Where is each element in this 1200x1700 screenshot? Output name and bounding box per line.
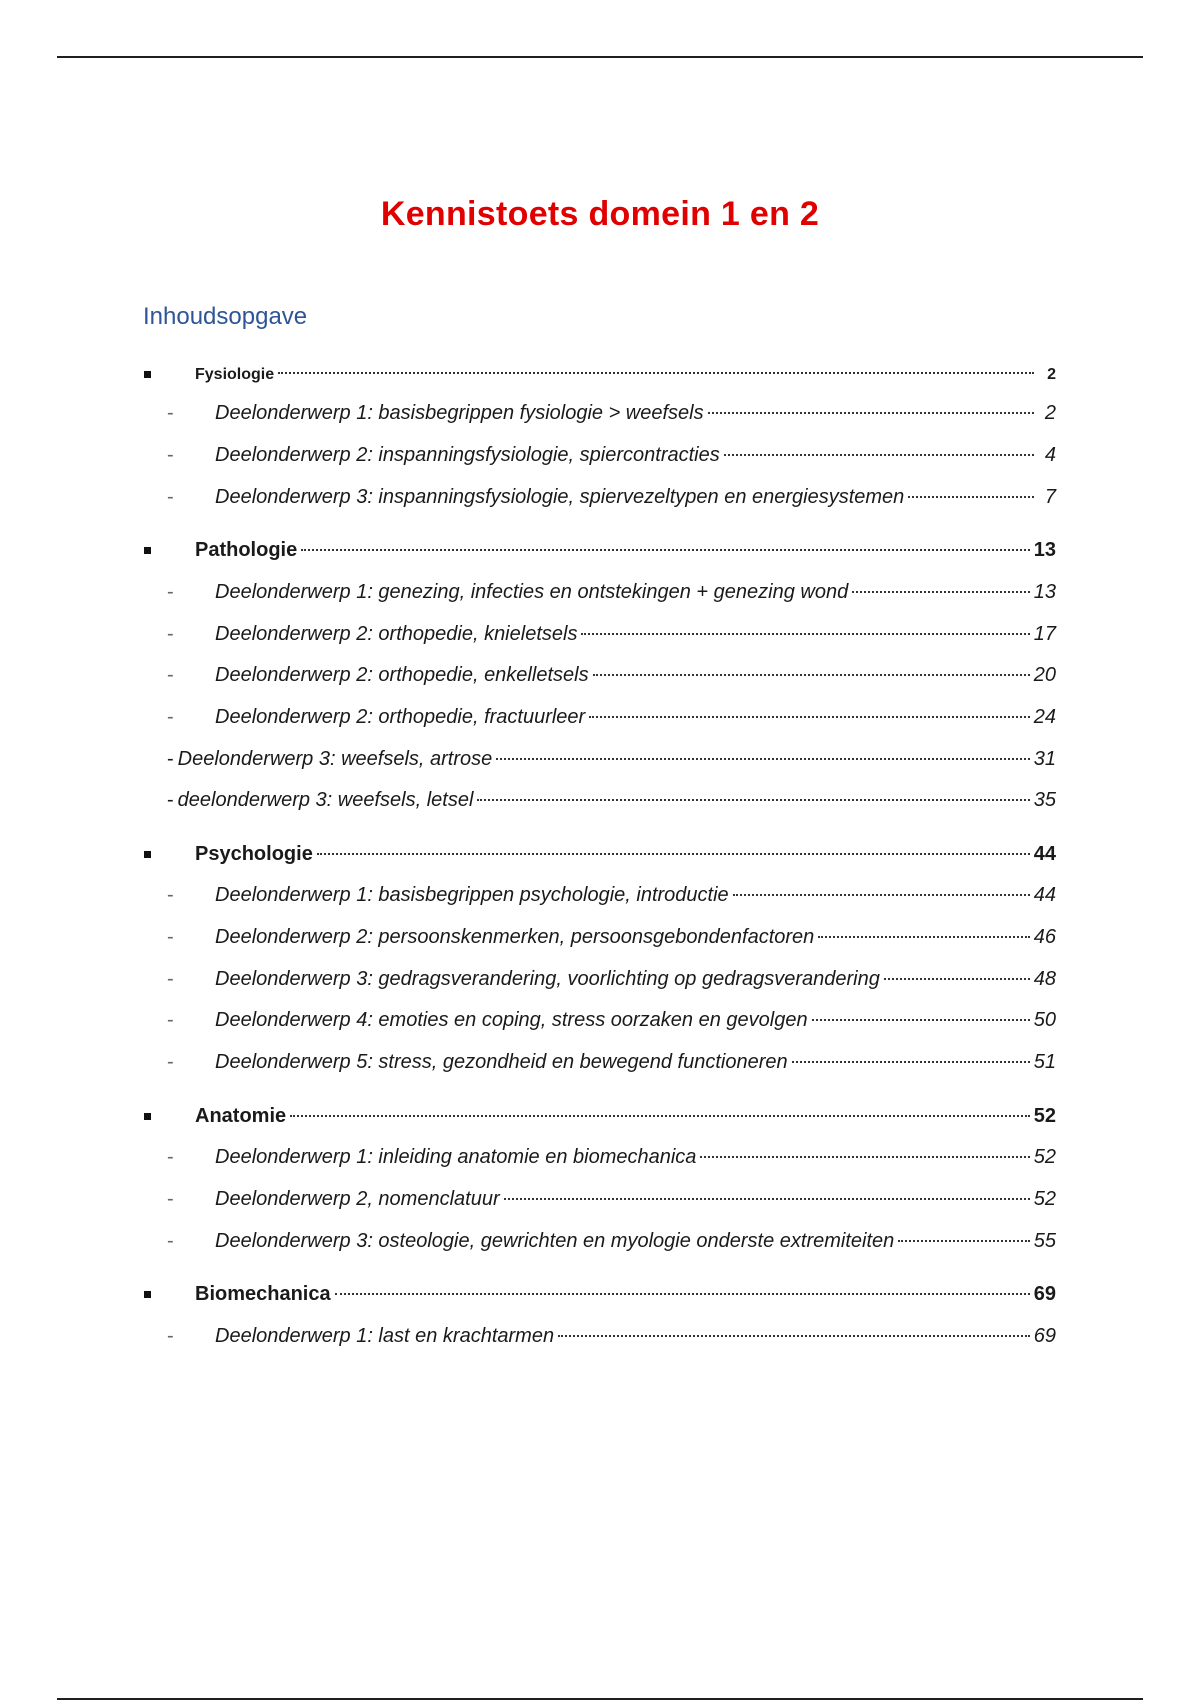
dash-bullet: - (167, 968, 174, 990)
square-bullet-icon (143, 1111, 195, 1123)
toc-page-number: 69 (1033, 1283, 1056, 1305)
dot-leader (733, 894, 1030, 896)
toc-entry[interactable] (167, 1009, 1056, 1032)
toc-entry[interactable] (167, 1188, 1056, 1211)
toc-entry[interactable] (167, 926, 1056, 949)
dot-leader (700, 1156, 1029, 1158)
toc-entry[interactable] (167, 884, 1056, 907)
toc-entry-label: Deelonderwerp 2: persoonskenmerken, persoonsgebondenfactoren (215, 926, 815, 948)
dash-bullet: - (167, 1230, 174, 1252)
toc-page-number: 52 (1033, 1188, 1056, 1210)
toc-page-number: 35 (1033, 789, 1056, 811)
toc-section-pathologie[interactable] (143, 539, 1056, 562)
toc-entry-label: Deelonderwerp 3: inspanningsfysiologie, spiervezeltypen en energiesystemen (215, 486, 905, 508)
dash-bullet: - (167, 1146, 174, 1168)
toc-entry-label: Deelonderwerp 4: emoties en coping, stress oorzaken en gevolgen (215, 1009, 808, 1031)
dot-leader (852, 591, 1030, 593)
dash-bullet: - (167, 486, 174, 508)
toc-entry[interactable] (167, 748, 1056, 771)
dot-leader (908, 496, 1034, 498)
toc-entry[interactable] (167, 664, 1056, 687)
toc-page-number: 69 (1033, 1325, 1056, 1347)
toc-page-number: 50 (1033, 1009, 1056, 1031)
toc-entry-label: Deelonderwerp 5: stress, gezondheid en bewegend functioneren (215, 1051, 788, 1073)
toc-section-label: Psychologie (195, 843, 313, 865)
toc-section-label: Pathologie (195, 539, 298, 561)
toc-entry-label: deelonderwerp 3: weefsels, letsel (177, 789, 474, 811)
toc-entry-label: Deelonderwerp 2: inspanningsfysiologie, spiercontracties (215, 444, 720, 466)
dot-leader (812, 1019, 1030, 1021)
toc-entry[interactable] (167, 1230, 1056, 1253)
toc-entry[interactable] (167, 1146, 1056, 1169)
dash-bullet: - (167, 789, 174, 811)
toc-section-biomechanica[interactable] (143, 1283, 1056, 1306)
dot-leader (884, 978, 1030, 980)
dot-leader (278, 372, 1034, 374)
toc-page-number: 2 (1047, 366, 1056, 383)
toc-entry-label: Deelonderwerp 3: weefsels, artrose (177, 748, 493, 770)
toc-entry-label: Deelonderwerp 2, nomenclatuur (215, 1188, 500, 1210)
dash-bullet: - (167, 926, 174, 948)
dot-leader (477, 799, 1029, 801)
toc-heading: Inhoudsopgave (143, 303, 308, 330)
toc-entry[interactable] (167, 444, 1056, 467)
toc-entry-label: Deelonderwerp 1: last en krachtarmen (215, 1325, 555, 1347)
dash-bullet: - (167, 748, 174, 770)
toc-section-anatomie[interactable] (143, 1105, 1056, 1128)
toc-page-number: 31 (1033, 748, 1056, 770)
dot-leader (290, 1115, 1030, 1117)
toc-page-number: 44 (1033, 884, 1056, 906)
toc-page-number: 44 (1033, 843, 1056, 865)
dash-bullet: - (167, 706, 174, 728)
toc-entry[interactable] (167, 486, 1056, 509)
toc-entry[interactable] (167, 789, 1056, 812)
document-title: Kennistoets domein 1 en 2 (380, 194, 820, 233)
toc-section-label: Biomechanica (195, 1283, 331, 1305)
toc-section-label: Anatomie (195, 1105, 287, 1127)
toc-page-number: 46 (1033, 926, 1056, 948)
dot-leader (558, 1335, 1030, 1337)
dash-bullet: - (167, 402, 174, 424)
toc-entry-label: Deelonderwerp 2: orthopedie, enkelletsels (215, 664, 589, 686)
square-bullet-icon (143, 1289, 195, 1301)
dot-leader (724, 454, 1034, 456)
toc-page-number: 17 (1033, 623, 1056, 645)
dash-bullet: - (167, 664, 174, 686)
toc-entry[interactable] (167, 1325, 1056, 1348)
dash-bullet: - (167, 1009, 174, 1031)
toc-page-number: 48 (1033, 968, 1056, 990)
toc-entry[interactable] (167, 1051, 1056, 1074)
dot-leader (581, 633, 1029, 635)
toc-entry[interactable] (167, 706, 1056, 729)
square-bullet-icon (143, 369, 195, 381)
toc-page-number: 2 (1044, 402, 1056, 424)
dot-leader (593, 674, 1030, 676)
dot-leader (301, 549, 1030, 551)
square-bullet-icon (143, 545, 195, 557)
dot-leader (335, 1293, 1030, 1295)
toc-page-number: 52 (1033, 1105, 1056, 1127)
toc-page-number: 52 (1033, 1146, 1056, 1168)
dash-bullet: - (167, 884, 174, 906)
toc-entry-label: Deelonderwerp 1: basisbegrippen psychologie, introductie (215, 884, 729, 906)
dash-bullet: - (167, 581, 174, 603)
dot-leader (818, 936, 1029, 938)
toc-entry[interactable] (167, 623, 1056, 646)
dot-leader (496, 758, 1029, 760)
toc-section-psychologie[interactable] (143, 843, 1056, 866)
toc-entry[interactable] (167, 402, 1056, 425)
toc-entry-label: Deelonderwerp 1: basisbegrippen fysiologie > weefsels (215, 402, 704, 424)
toc-entry-label: Deelonderwerp 1: inleiding anatomie en biomechanica (215, 1146, 697, 1168)
dash-bullet: - (167, 623, 174, 645)
toc-page-number: 7 (1044, 486, 1056, 508)
toc-page-number: 4 (1044, 444, 1056, 466)
dot-leader (792, 1061, 1030, 1063)
toc-page-number: 13 (1033, 539, 1056, 561)
dash-bullet: - (167, 1188, 174, 1210)
toc-entry-label: Deelonderwerp 2: orthopedie, knieletsels (215, 623, 578, 645)
toc-section-label: Fysiologie (195, 366, 275, 383)
dot-leader (708, 412, 1034, 414)
dot-leader (504, 1198, 1030, 1200)
toc-entry-label: Deelonderwerp 3: osteologie, gewrichten en myologie onderste extremiteiten (215, 1230, 895, 1252)
toc-section-fysiologie[interactable] (143, 366, 1056, 384)
toc-entry-label: Deelonderwerp 1: genezing, infecties en ontstekingen + genezing wond (215, 581, 849, 603)
toc-entry[interactable] (167, 968, 1056, 991)
toc-entry-label: Deelonderwerp 2: orthopedie, fractuurleer (215, 706, 586, 728)
dot-leader (589, 716, 1030, 718)
toc-entry[interactable] (167, 581, 1056, 604)
dash-bullet: - (167, 444, 174, 466)
toc-page-number: 55 (1033, 1230, 1056, 1252)
toc-page-number: 13 (1033, 581, 1056, 603)
dot-leader (317, 853, 1030, 855)
toc-page-number: 24 (1033, 706, 1056, 728)
dash-bullet: - (167, 1325, 174, 1347)
toc-entry-label: Deelonderwerp 3: gedragsverandering, voorlichting op gedragsverandering (215, 968, 880, 990)
toc-page-number: 20 (1033, 664, 1056, 686)
header-rule (57, 56, 1143, 58)
dash-bullet: - (167, 1051, 174, 1073)
dot-leader (898, 1240, 1029, 1242)
toc-page-number: 51 (1033, 1051, 1056, 1073)
square-bullet-icon (143, 849, 195, 861)
